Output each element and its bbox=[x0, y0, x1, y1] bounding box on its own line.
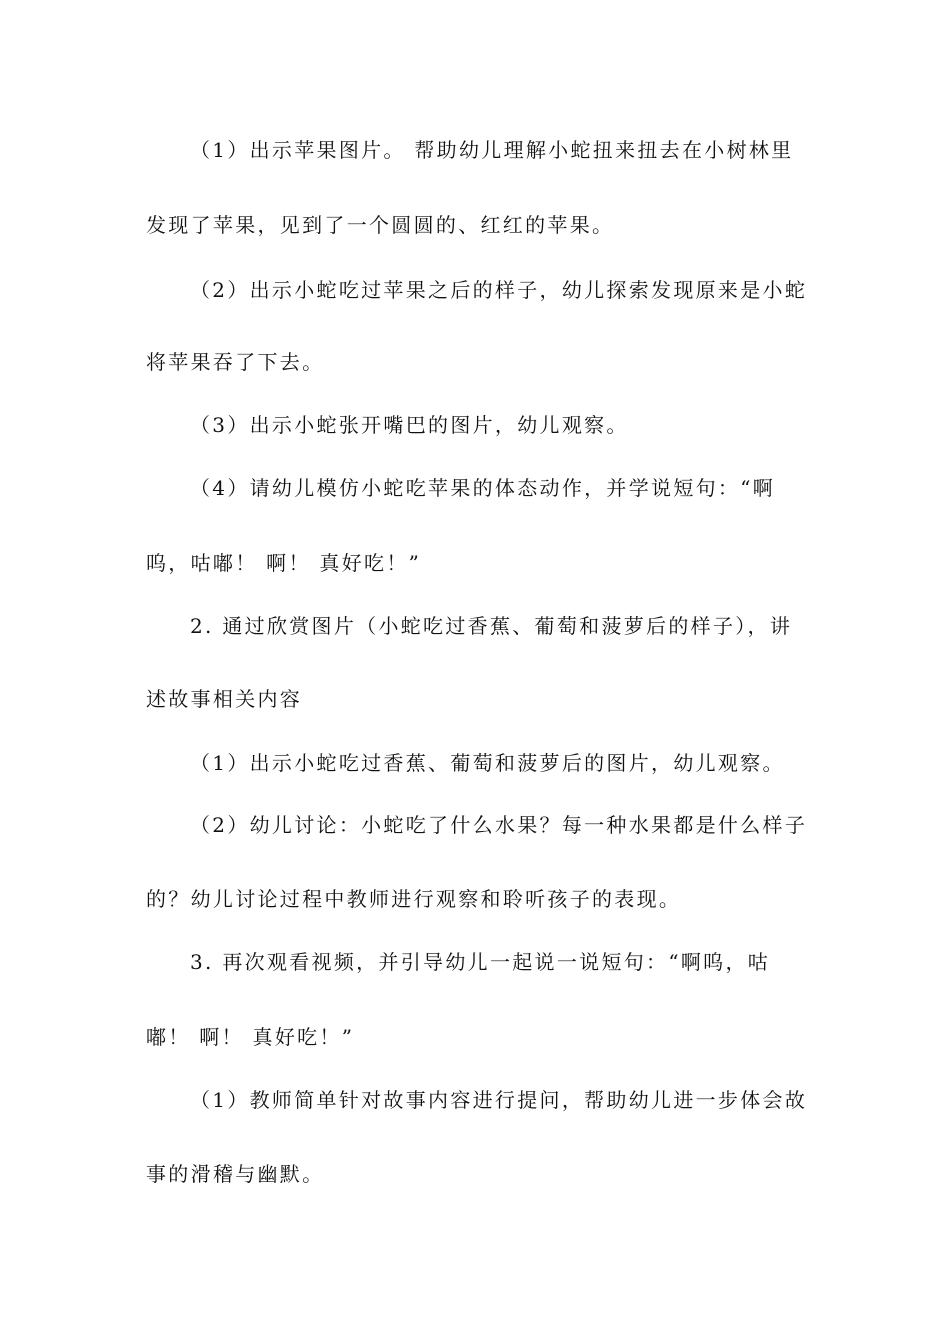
paragraph-line: 述故事相关内容 bbox=[146, 687, 303, 711]
paragraph-line: 2. 通过欣赏图片（小蛇吃过香蕉、葡萄和菠萝后的样子），讲 bbox=[190, 614, 793, 638]
paragraph-line: （2）幼儿讨论：小蛇吃了什么水果？每一种水果都是什么样子 bbox=[190, 813, 808, 837]
paragraph-line: （1）教师简单针对故事内容进行提问，帮助幼儿进一步体会故 bbox=[190, 1088, 808, 1112]
paragraph-line: （1）出示小蛇吃过香蕉、葡萄和菠萝后的图片，幼儿观察。 bbox=[190, 751, 785, 775]
paragraph-line: 嘟！ 啊！ 真好吃！” bbox=[146, 1025, 355, 1049]
paragraph-line: 将苹果吞了下去。 bbox=[146, 350, 325, 374]
paragraph-line: （3）出示小蛇张开嘴巴的图片，幼儿观察。 bbox=[190, 413, 629, 437]
paragraph-line: （1）出示苹果图片。 帮助幼儿理解小蛇扭来扭去在小树林里 bbox=[190, 138, 794, 162]
paragraph-line: 发现了苹果，见到了一个圆圆的、红红的苹果。 bbox=[146, 213, 615, 237]
paragraph-line: 事的滑稽与幽默。 bbox=[146, 1162, 325, 1186]
paragraph-line: （2）出示小蛇吃过苹果之后的样子，幼儿探索发现原来是小蛇 bbox=[190, 278, 808, 302]
paragraph-line: （4）请幼儿模仿小蛇吃苹果的体态动作，并学说短句：“啊 bbox=[190, 476, 776, 500]
paragraph-line: 3. 再次观看视频，并引导幼儿一起说一说短句：“啊呜，咕 bbox=[190, 950, 771, 974]
paragraph-line: 呜，咕嘟！ 啊！ 真好吃！” bbox=[146, 551, 422, 575]
paragraph-line: 的？幼儿讨论过程中教师进行观察和聆听孩子的表现。 bbox=[146, 887, 682, 911]
